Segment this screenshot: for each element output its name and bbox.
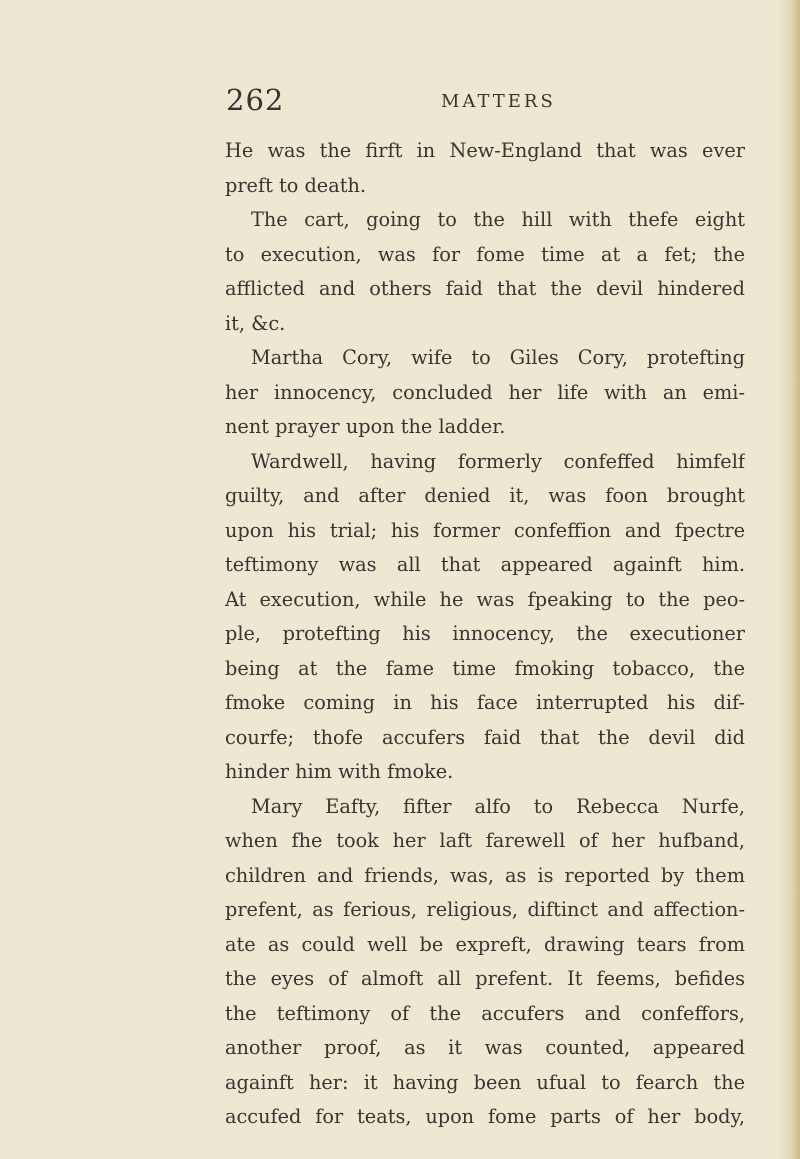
body-text xyxy=(225,134,745,1135)
text-line: upon his trial; his former confeffion and fpectre xyxy=(225,518,745,542)
text-line: prefent, as ferious, religious, diftinct and affection- xyxy=(225,898,745,921)
text-line: when fhe took her laft farewell of her hufband, xyxy=(225,829,745,852)
text-line: ple, protefting his innocency, the executioner xyxy=(225,622,745,645)
running-head: MATTERS xyxy=(441,91,556,112)
text-line: to execution, was for fome time at a fet; the xyxy=(225,242,745,266)
page-edge-shadow xyxy=(778,0,800,1159)
text-line: afflicted and others faid that the devil hindered xyxy=(225,277,745,300)
text-line: Wardwell, having formerly confeffed himfelf xyxy=(251,449,745,473)
text-line: teftimony was all that appeared againft him. xyxy=(225,553,745,576)
text-line: the eyes of almoft all prefent. It feems, befides xyxy=(225,967,745,990)
text-line: her innocency, concluded her life with an emi- xyxy=(225,380,745,404)
text-line: Martha Cory, wife to Giles Cory, protefting xyxy=(251,346,745,369)
text-line: courfe; thofe accufers faid that the devil did xyxy=(225,725,745,749)
text-line: The cart, going to the hill with thefe eight xyxy=(251,208,745,231)
text-line: the teftimony of the accufers and confeffors, xyxy=(225,1001,745,1025)
text-line: being at the fame time fmoking tobacco, the xyxy=(225,656,745,680)
text-line: nent prayer upon the ladder. xyxy=(225,415,506,438)
text-line: children and friends, was, as is reported by them xyxy=(225,863,745,887)
text-line: accufed for teats, upon fome parts of her body, xyxy=(225,1105,745,1128)
text-line: Mary Eafty, fifter alfo to Rebecca Nurfe, xyxy=(251,794,745,818)
text-line: ate as could well be expreft, drawing tears from xyxy=(225,932,745,956)
text-line: He was the firft in New-England that was ever xyxy=(225,139,745,162)
page-number: 262 xyxy=(226,83,285,117)
page-header xyxy=(226,78,556,122)
text-line: guilty, and after denied it, was foon brought xyxy=(225,484,745,507)
text-line: againft her: it having been ufual to fearch the xyxy=(225,1070,745,1094)
text-line: hinder him with fmoke. xyxy=(225,760,454,783)
text-line: preft to death. xyxy=(225,173,367,197)
text-line: it, &c. xyxy=(225,311,286,335)
text-line: another proof, as it was counted, appeared xyxy=(225,1036,745,1059)
text-line: fmoke coming in his face interrupted his dif- xyxy=(225,691,745,714)
text-line: At execution, while he was fpeaking to the peo- xyxy=(225,587,745,611)
